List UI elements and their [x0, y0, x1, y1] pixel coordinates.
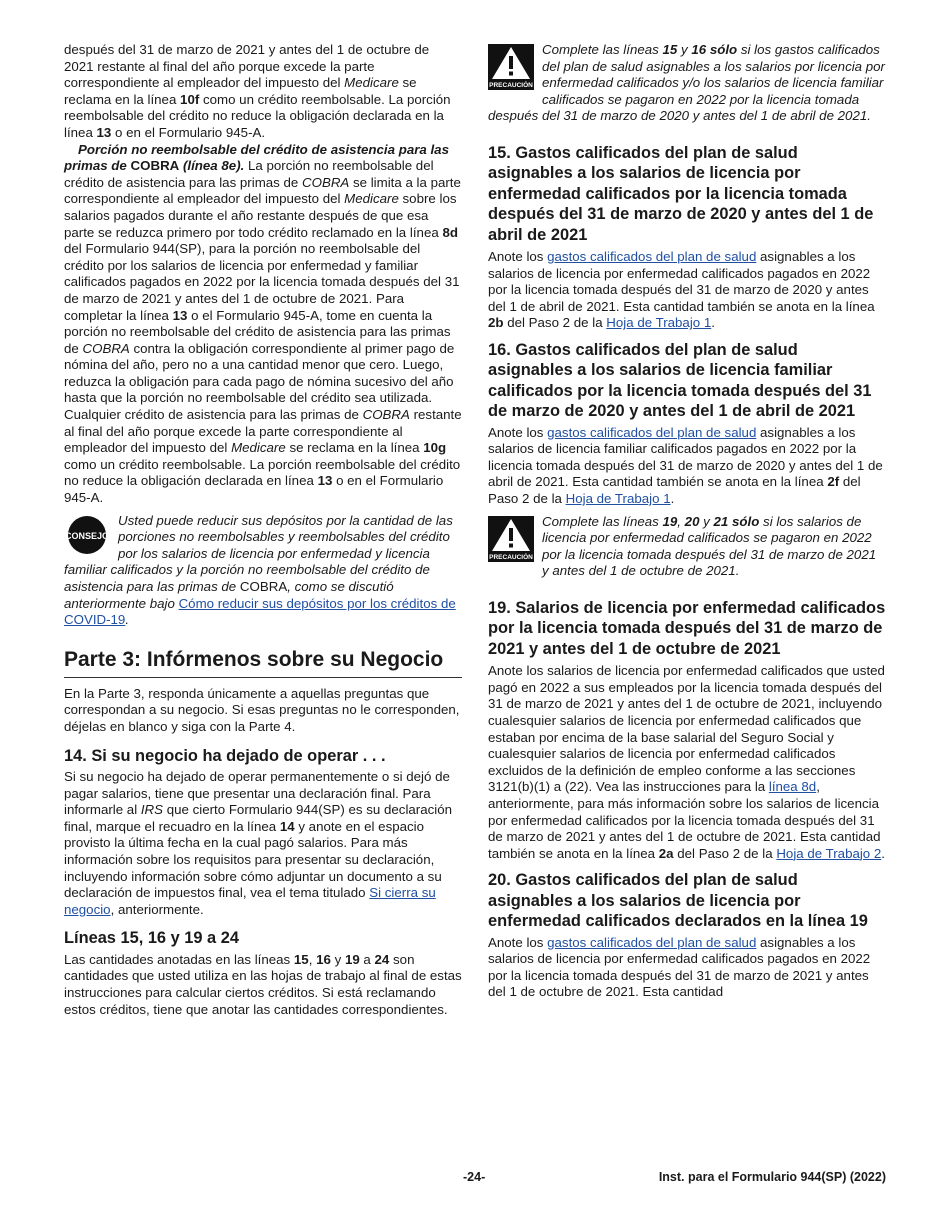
- link-worksheet-1[interactable]: Hoja de Trabajo 1: [606, 315, 712, 331]
- link-close-business[interactable]: Si cierra su negocio: [64, 885, 436, 917]
- heading-line-14: 14. Si su negocio ha dejado de operar . . .: [64, 746, 386, 765]
- heading-line-15: 15. Gastos calificados del plan de salud asignables a los salarios de licencia por enfermedad calificados por la licencia tomada después del 31 de marzo de 2020 y antes del 1 de abril de 2021: [488, 143, 874, 244]
- caution-icon-label: PRECAUCIÓN: [489, 553, 533, 561]
- part3-intro: En la Parte 3, responda únicamente a aquellas preguntas que correspondan a su negocio. Si esas preguntas no le corresponden, déjelas en blanco y siga con la Parte 4.: [64, 685, 460, 734]
- link-health-plan-expenses[interactable]: gastos calificados del plan de salud: [547, 934, 757, 950]
- paragraph-line-16: Anote los gastos calificados del plan de salud asignables a los salarios de licencia familiar calificados pagados en 2022 por la licencia tomada después del 31 de marzo de 2020 y antes del 1 de abril de 2021. Esta cantidad también se anota en la línea 2f del Paso 2 de la Hoja de Trabajo 1.: [488, 424, 883, 506]
- tip-icon-label: CONSEJO: [64, 530, 110, 541]
- link-covid-deposits[interactable]: Cómo reducir sus depósitos por los créditos de COVID-19: [64, 595, 456, 628]
- paragraph-line-19: Anote los salarios de licencia por enfermedad calificados que usted pagó en 2022 a sus empleados por la licencia tomada después del 31 de marzo de 2021 y antes del 1 de octubre de 2021, incluyendo cualesquier salarios de licencia por enfermedad calificados que estaban por encima de la base salarial del Seguro Social y cualesquier salarios de licencia por enfermedad calificados excluidos de la definición de empleo conforme a las secciones 3121(b)(1) a (22). Vea las instrucciones para la línea 8d, anteriormente, para más información sobre los salarios de licencia por enfermedad calificados por la licencia tomada después del 31 de marzo de 2021 y antes del 1 de octubre de 2021. Esta cantidad también se anota en la línea 2a del Paso 2 de la Hoja de Trabajo 2.: [488, 663, 885, 861]
- paragraph-line-15: Anote los gastos calificados del plan de salud asignables a los salarios de licencia por enfermedad calificados pagados en 2022 por la licencia tomada después del 31 de marzo de 2020 y antes del 1 de abril de 2021. Esta cantidad también se anota en la línea 2b del Paso 2 de la Hoja de Trabajo 1.: [488, 249, 875, 331]
- paragraph-line-14: Si su negocio ha dejado de operar permanentemente o si dejó de pagar salarios, tiene que presentar una declaración final. Para informarle al IRS que cierto Formulario 944(SP) es su declaración final, marque el recuadro en la línea 14 y anote en el espacio provisto la última fecha en la cual pagó salarios. Para más información sobre los requisitos para presentar su declaración, incluyendo información sobre cómo adjuntar un documento a su declaración de impuestos final, vea el tema titulado Si cierra su negocio, anteriormente.: [64, 768, 453, 917]
- caution-icon: [488, 44, 534, 90]
- tip-icon: [64, 515, 110, 555]
- tip-note: CONSEJO Usted puede reducir sus depósitos por la cantidad de las porciones no reembolsables y reembolsables del crédito por los salarios de licencia por enfermedad y licencia familiar calificados y la porción no reembolsable del crédito de asistencia para las primas de COBRA, como se discutió anteriormente bajo Cómo reducir sus depósitos por los créditos de COVID-19.: [64, 512, 456, 628]
- page-number: -24-: [463, 1170, 486, 1184]
- heading-line-19: 19. Salarios de licencia por enfermedad calificados por la licencia tomada después del 31 de marzo de 2021 y antes del 1 de octubre de 2021: [488, 598, 886, 658]
- heading-line-16: 16. Gastos calificados del plan de salud asignables a los salarios de licencia familiar calificados por la licencia tomada después del 31 de marzo de 2020 y antes del 1 de abril de 2021: [488, 340, 872, 421]
- link-health-plan-expenses[interactable]: gastos calificados del plan de salud: [547, 424, 757, 440]
- paragraph-10f-continuation: después del 31 de marzo de 2021 y antes del 1 de octubre de 2021 restante al final del año porque excede la parte correspondiente al empleador del impuesto del Medicare se reclama en la línea 10f como un crédito reembolsable. La porción reembolsable del crédito no reduce la obligación declarada en la línea 13 o en el Formulario 945-A.: [64, 42, 451, 140]
- left-column: [64, 42, 462, 1018]
- paragraph-cobra-nonrefundable: Porción no reembolsable del crédito de asistencia para las primas de COBRA (línea 8e). La porción no reembolsable del crédito de asistencia para las primas de COBRA se limita a la parte correspondiente al empleador del impuesto del Medicare sobre los salarios pagados durante el año restante después de que esa parte se reduzca primero por todo crédito reclamado en la línea 8d del Formulario 944(SP), para la porción no reembolsable del crédito por los salarios de licencia por enfermedad y familiar calificados pagados en 2022 por la licencia tomada después del 31 de marzo de 2021 y antes del 1 de octubre de 2021. Para completar la línea 13 o el Formulario 945-A, tome en cuenta la porción no reembolsable del crédito de asistencia para las primas de COBRA contra la obligación correspondiente al primer pago de nómina del año, pero no a una cantidad menor que cero. Luego, reduzca la obligación para cada pago de nómina sucesivo del año hasta que la porción no reembolsable del crédito sea utilizada. Cualquier crédito de asistencia para las primas de COBRA restante al final del año porque excede la parte correspondiente al empleador del impuesto del Medicare se reclama en la línea 10g como un crédito reembolsable. La porción reembolsable del crédito no reduce la obligación declarada en línea 13 o en el Formulario 945-A.: [64, 141, 462, 506]
- paragraph-lines-15-24: Las cantidades anotadas en las líneas 15, 16 y 19 a 24 son cantidades que usted utiliza en las hojas de trabajo al final de estas instrucciones para calcular ciertos créditos. Si está reclamando estos créditos, tiene que anotar las cantidades correspondientes.: [64, 951, 462, 1017]
- right-column: [488, 42, 886, 1001]
- link-worksheet-2[interactable]: Hoja de Trabajo 2: [776, 845, 882, 861]
- link-health-plan-expenses[interactable]: gastos calificados del plan de salud: [547, 249, 757, 264]
- caution-icon: [488, 516, 534, 562]
- caution-icon-label: PRECAUCIÓN: [489, 82, 533, 89]
- heading-line-20: 20. Gastos calificados del plan de salud asignables a los salarios de licencia por enfermedad calificados declarados en la línea 19: [488, 871, 868, 931]
- form-reference: Inst. para el Formulario 944(SP) (2022): [658, 1170, 886, 1184]
- part3-title: Parte 3: Infórmenos sobre su Negocio: [64, 647, 462, 678]
- link-worksheet-1[interactable]: Hoja de Trabajo 1: [565, 490, 671, 506]
- heading-lines-15-24: Líneas 15, 16 y 19 a 24: [64, 929, 239, 948]
- paragraph-line-20: Anote los gastos calificados del plan de salud asignables a los salarios de licencia por enfermedad calificados pagados en 2022 por la licencia tomada después del 31 de marzo de 2021 y antes del 1 de octubre de 2021. Esta cantidad: [488, 934, 871, 1000]
- caution-note-1: PRECAUCIÓN Complete las líneas 15 y 16 sólo si los gastos calificados del plan de salud asignables a los salarios por licencia por enfermedad calificados y/o los salarios de licencia familiar calificados se pagaron en 2022 por la licencia tomada después del 31 de marzo de 2020 y antes del 1 de abril de 2021.: [488, 42, 885, 124]
- caution-note-2: PRECAUCIÓN Complete las líneas 19, 20 y 21 sólo si los salarios de licencia por enfermedad calificados se pagaron en 2022 por la licencia tomada después del 31 de marzo de 2021 y antes del 1 de octubre de 2021.: [489, 513, 877, 579]
- link-line-8d[interactable]: línea 8d: [768, 779, 817, 795]
